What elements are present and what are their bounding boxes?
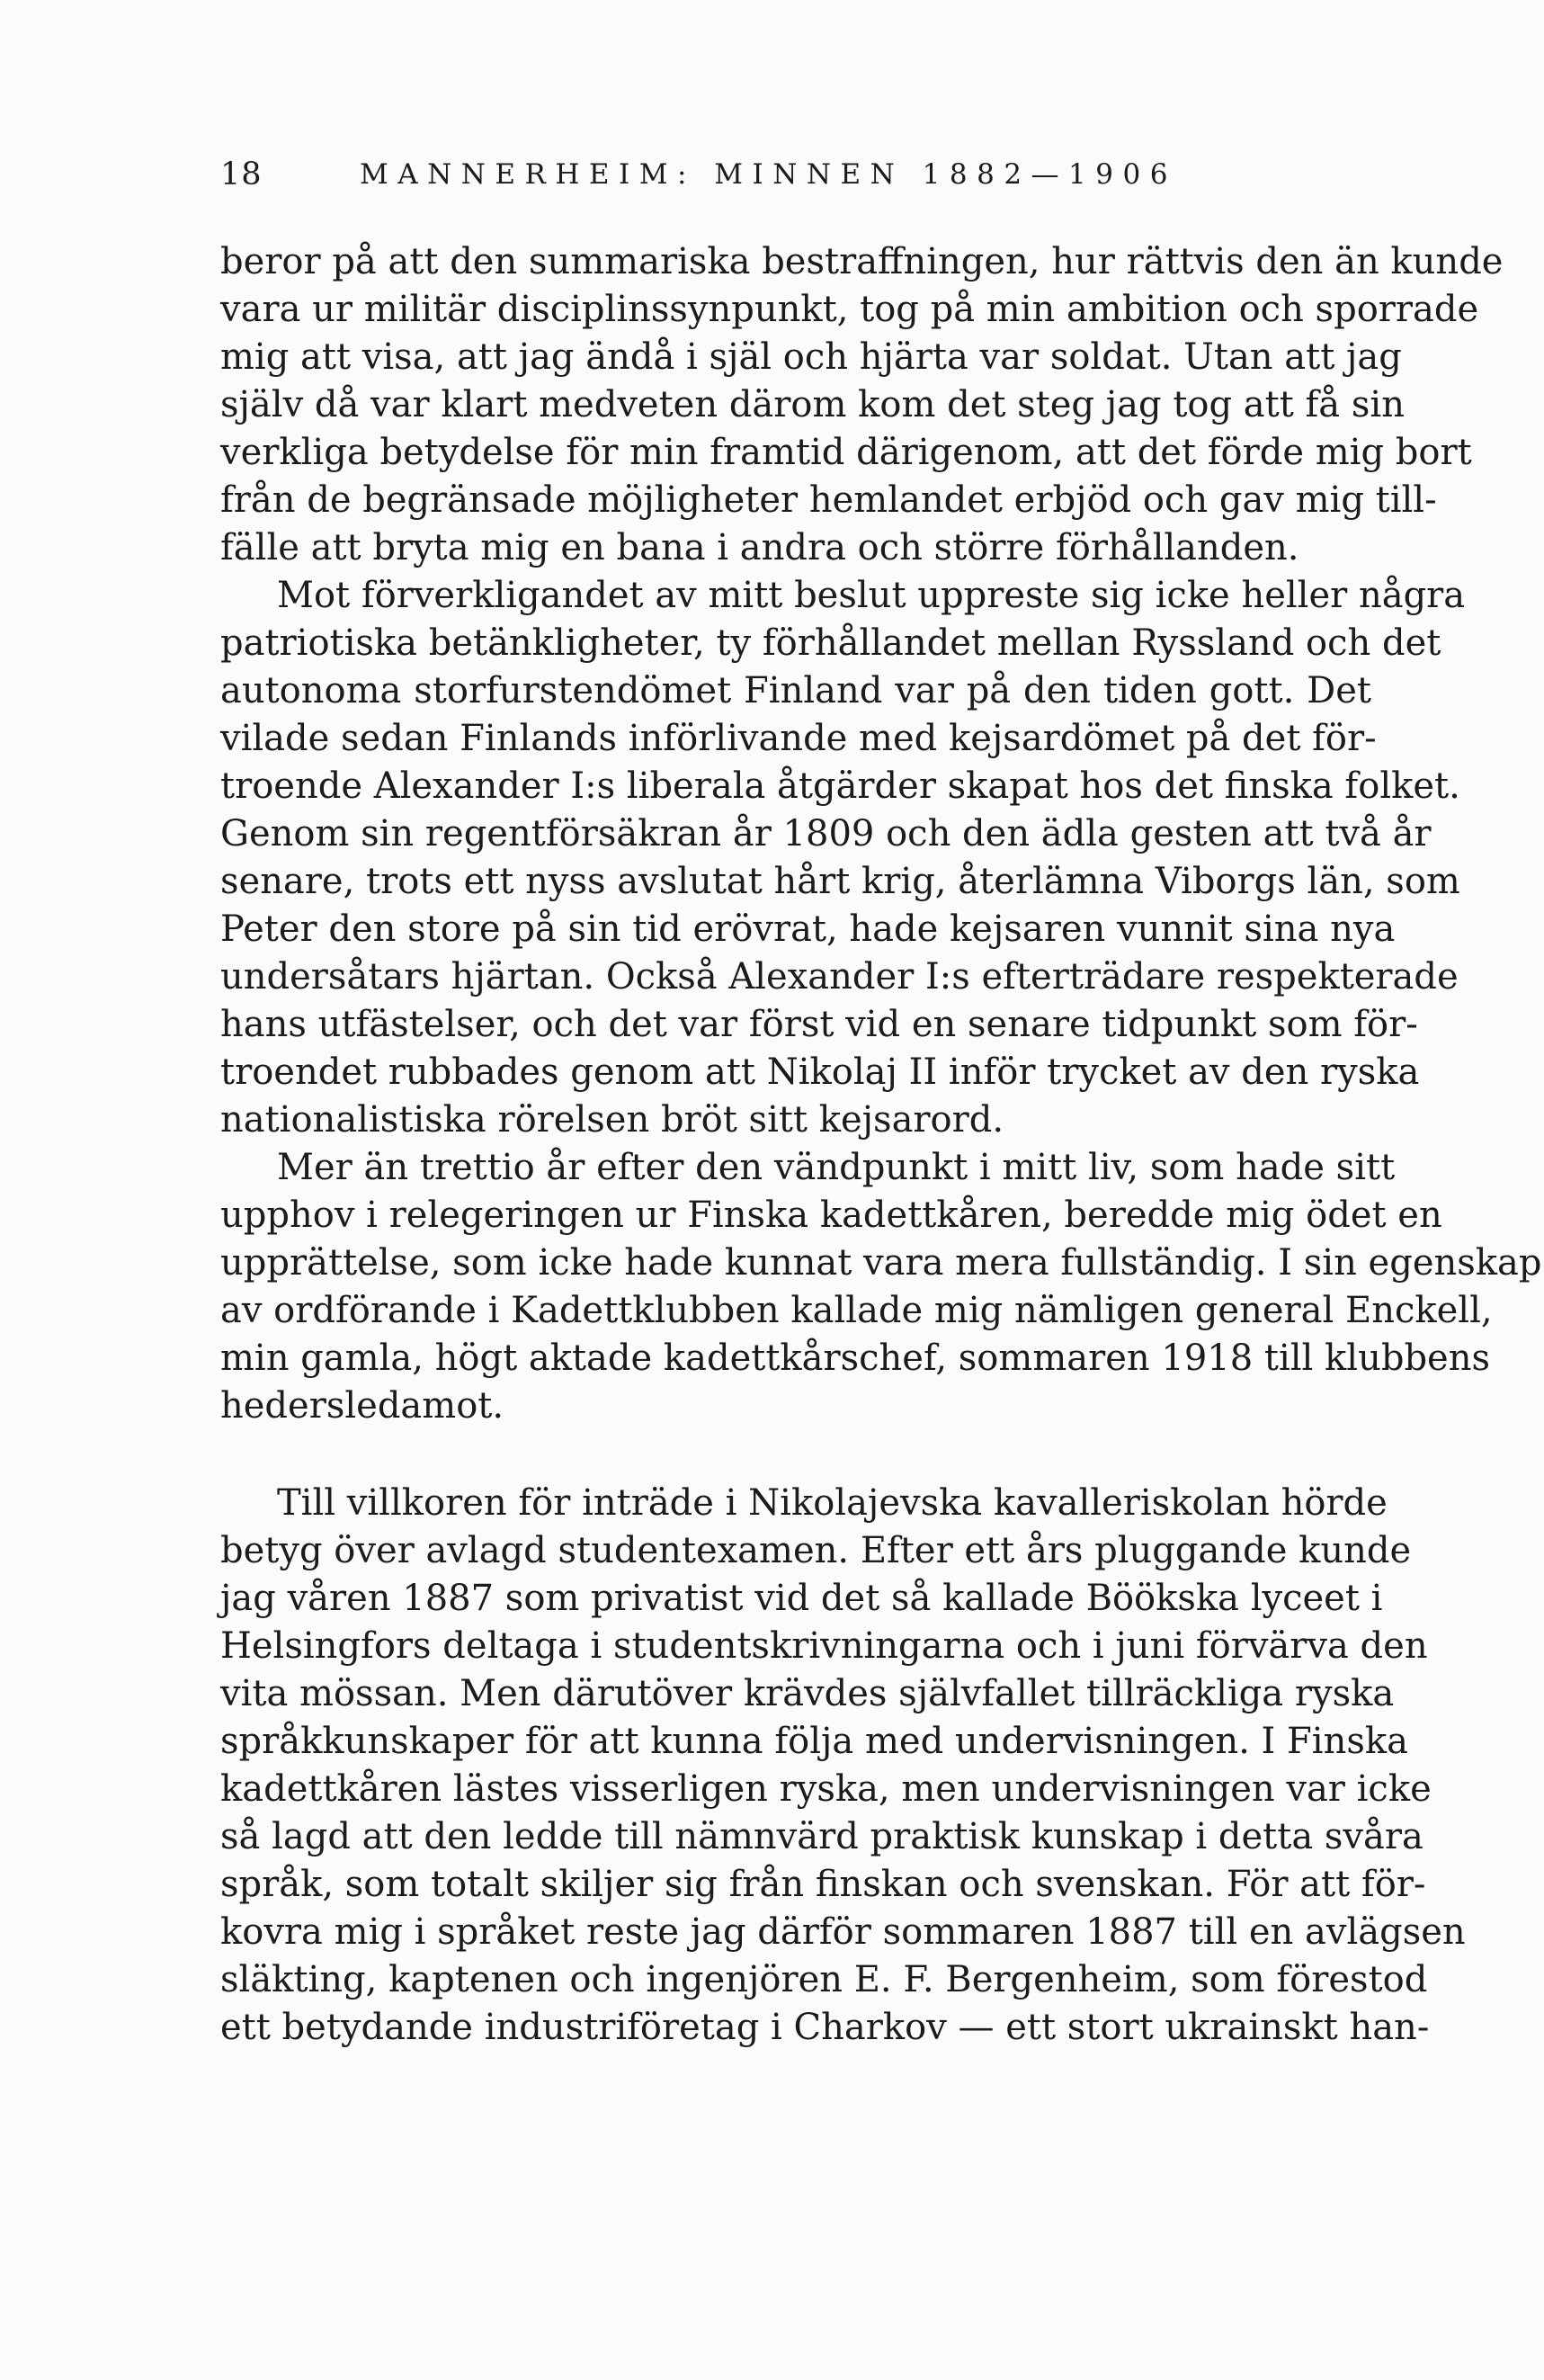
text-line: släkting, kaptenen och ingenjören E. F. Bergenheim, som förestod [220,1959,1428,2000]
paragraph-start-line: Mer än trettio år efter den vändpunkt i mitt liv, som hade sitt [277,1147,1396,1188]
text-line: av ordförande i Kadettklubben kallade mig nämligen general Enckell, [220,1290,1493,1331]
paragraph-end-line: hedersledamot. [220,1385,504,1427]
running-title: MANNERHEIM: MINNEN 1882—1906 [360,158,1177,191]
paragraph-start-line: Mot förverkligandet av mitt beslut uppreste sig icke heller några [277,575,1466,616]
text-line: vita mössan. Men därutöver krävdes självfallet tillräckliga ryska [220,1673,1395,1714]
text-line: hans utfästelser, och det var först vid en senare tidpunkt som för- [220,1004,1418,1045]
text-line: troendet rubbades genom att Nikolaj II inför trycket av den ryska [220,1051,1420,1093]
text-line: kovra mig i språket reste jag därför sommaren 1887 till en avlägsen [220,1911,1466,1953]
text-line: ett betydande industriföretag i Charkov — ett stort ukrainskt han- [220,2007,1430,2048]
text-line: upphov i relegeringen ur Finska kadettkåren, beredde mig ödet en [220,1194,1442,1236]
paragraph-end-line: nationalistiska rörelsen bröt sitt kejsarord. [220,1099,1004,1141]
text-line: mig att visa, att jag ändå i själ och hjärta var soldat. Utan att jag [220,336,1402,378]
text-line: språk, som totalt skiljer sig från finskan och svenskan. För att för- [220,1864,1426,1905]
text-line: vilade sedan Finlands införlivande med kejsardömet på det för- [220,718,1377,759]
running-header [220,151,1380,198]
text-line: min gamla, högt aktade kadettkårschef, sommaren 1918 till klubbens [220,1338,1491,1379]
text-line: undersåtars hjärtan. Också Alexander I:s efterträdare respekterade [220,956,1459,998]
text-line: betyg över avlagd studentexamen. Efter ett års pluggande kunde [220,1530,1412,1571]
text-line: Peter den store på sin tid erövrat, hade kejsaren vunnit sina nya [220,908,1396,950]
text-line: Genom sin regentförsäkran år 1809 och den ädla gesten att två år [220,813,1432,854]
text-line: själv då var klart medveten därom kom det steg jag tog att få sin [220,384,1405,425]
text-line: troende Alexander I:s liberala åtgärder skapat hos det finska folket. [220,765,1460,807]
text-line: språkkunskaper för att kunna följa med undervisningen. I Finska [220,1721,1408,1762]
text-line: kadettkåren lästes visserligen ryska, men undervisningen var icke [220,1768,1432,1810]
text-line: från de begränsade möjligheter hemlandet erbjöd och gav mig till- [220,479,1437,521]
text-line: upprättelse, som icke hade kunnat vara mera fullständig. I sin egenskap [220,1242,1542,1284]
text-line: verkliga betydelse för min framtid därigenom, att det förde mig bort [220,432,1472,473]
page-number: 18 [220,157,263,192]
text-line: så lagd att den ledde till nämnvärd praktisk kunskap i detta svåra [220,1816,1424,1857]
text-line: vara ur militär disciplinssynpunkt, tog på min ambition och sporrade [220,289,1479,330]
text-line: jag våren 1887 som privatist vid det så kallade Böökska lyceet i [220,1578,1383,1619]
section-start-line: Till villkoren för inträde i Nikolajevska kavalleriskolan hörde [277,1482,1388,1524]
text-line: autonoma storfurstendömet Finland var på den tiden gott. Det [220,670,1371,711]
text-line: senare, trots ett nyss avslutat hårt krig, återlämna Viborgs län, som [220,861,1460,902]
text-line: Helsingfors deltaga i studentskrivningarna och i juni förvärva den [220,1625,1428,1667]
text-line: patriotiska betänkligheter, ty förhållandet mellan Ryssland och det [220,622,1441,664]
body-text [220,236,1542,2241]
paragraph-end-line: fälle att bryta mig en bana i andra och större förhållanden. [220,527,1299,568]
text-line: beror på att den summariska bestraffningen, hur rättvis den än kunde [220,241,1504,282]
